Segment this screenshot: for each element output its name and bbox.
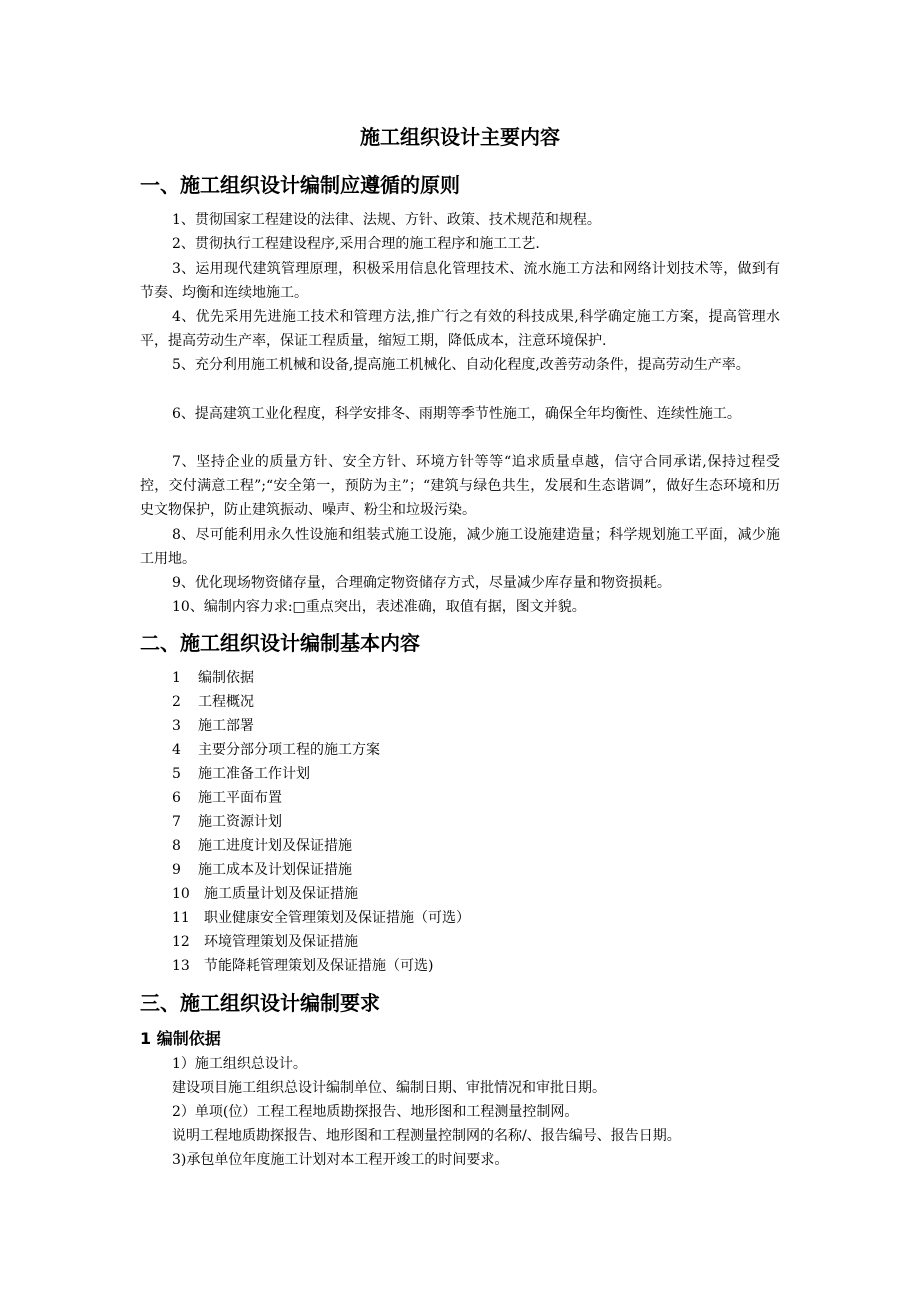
requirement-line: 1）施工组织总设计。 xyxy=(172,1056,307,1072)
content-item xyxy=(172,906,470,930)
item-number: 2 xyxy=(172,694,181,710)
item-number: 6 xyxy=(172,790,181,806)
item-number: 11 xyxy=(172,910,190,926)
item-number: 7 xyxy=(172,814,181,830)
item-number: 8 xyxy=(172,838,181,854)
requirement-line: 3)承包单位年度施工计划对本工程开竣工的时间要求。 xyxy=(172,1152,509,1168)
content-item xyxy=(172,666,254,690)
subsection-heading: 1 编制依据 xyxy=(140,1029,221,1048)
principle-2: 2、贯彻执行工程建设程序,采用合理的施工程序和施工工艺. xyxy=(172,236,540,252)
item-text: 编制依据 xyxy=(198,670,254,686)
principle-1: 1、贯彻国家工程建设的法律、法规、方针、政策、技术规范和规程。 xyxy=(172,212,601,228)
item-text: 施工进度计划及保证措施 xyxy=(198,838,352,854)
requirement-line: 建设项目施工组织总设计编制单位、编制日期、审批情况和审批日期。 xyxy=(172,1080,606,1096)
content-item xyxy=(172,738,380,762)
requirement-line: 说明工程地质勘探报告、地形图和工程测量控制网的名称/、报告编号、报告日期。 xyxy=(172,1128,681,1144)
content-item xyxy=(172,930,358,954)
content-item xyxy=(172,834,352,858)
item-text: 施工平面布置 xyxy=(198,790,282,806)
item-text: 施工质量计划及保证措施 xyxy=(204,886,358,902)
principle-5: 5、充分利用施工机械和设备,提高施工机械化、自动化程度,改善劳动条件，提高劳动生产率。 xyxy=(172,357,750,373)
principle-9: 9、优化现场物资储存量，合理确定物资储存方式，尽量减少库存量和物资损耗。 xyxy=(172,575,671,591)
section-2-heading: 二、施工组织设计编制基本内容 xyxy=(140,631,420,655)
principle-4: 4、优先采用先进施工技术和管理方法,推广行之有效的科技成果,科学确定施工方案，提高管理水平，提高劳动生产率，保证工程质量，缩短工期，降低成本，注意环境保护. xyxy=(140,309,780,349)
content-item xyxy=(172,882,358,906)
item-text: 职业健康安全管理策划及保证措施（可选） xyxy=(204,910,470,926)
content-item xyxy=(172,714,254,738)
item-text: 施工部署 xyxy=(198,718,254,734)
content-item xyxy=(172,810,282,834)
item-text: 节能降耗管理策划及保证措施（可选) xyxy=(204,958,434,974)
item-text: 施工成本及计划保证措施 xyxy=(198,862,352,878)
item-number: 1 xyxy=(172,670,181,686)
principle-10: 10、编制内容力求:□重点突出，表述准确，取值有据，图文并貌。 xyxy=(172,599,586,615)
item-number: 12 xyxy=(172,934,190,950)
document-title: 施工组织设计主要内容 xyxy=(360,125,560,149)
item-number: 4 xyxy=(172,742,181,758)
content-item xyxy=(172,954,433,978)
content-item xyxy=(172,858,352,882)
content-item xyxy=(172,762,310,786)
item-number: 13 xyxy=(172,958,190,974)
item-text: 环境管理策划及保证措施 xyxy=(204,934,358,950)
item-text: 主要分部分项工程的施工方案 xyxy=(198,742,380,758)
principle-7: 7、坚持企业的质量方针、安全方针、环境方针等等“追求质量卓越，信守合同承诺,保持过程受控，交付满意工程”;“安全第一，预防为主”；“建筑与绿色共生，发展和生态谐调”，做好生态环境和历史文物保护，防止建筑振动、噪声、粉尘和垃圾污染。 xyxy=(140,454,780,518)
item-text: 施工资源计划 xyxy=(198,814,282,830)
principle-3: 3、运用现代建筑管理原理，积极采用信息化管理技术、流水施工方法和网络计划技术等，做到有节奏、均衡和连续地施工。 xyxy=(140,261,780,301)
section-1-heading: 一、施工组织设计编制应遵循的原则 xyxy=(140,173,460,197)
item-number: 10 xyxy=(172,886,190,902)
item-number: 3 xyxy=(172,718,181,734)
principle-8: 8、尽可能利用永久性设施和组装式施工设施，减少施工设施建造量；科学规划施工平面，减少施工用地。 xyxy=(140,527,780,567)
item-text: 施工准备工作计划 xyxy=(198,766,310,782)
item-number: 5 xyxy=(172,766,181,782)
principle-6: 6、提高建筑工业化程度，科学安排冬、雨期等季节性施工，确保全年均衡性、连续性施工。 xyxy=(172,406,741,422)
requirement-line: 2）单项(位）工程工程地质勘探报告、地形图和工程测量控制网。 xyxy=(172,1104,579,1120)
section-3-heading: 三、施工组织设计编制要求 xyxy=(140,991,380,1015)
item-text: 工程概况 xyxy=(198,694,254,710)
content-item xyxy=(172,786,282,810)
content-item xyxy=(172,690,254,714)
item-number: 9 xyxy=(172,862,181,878)
